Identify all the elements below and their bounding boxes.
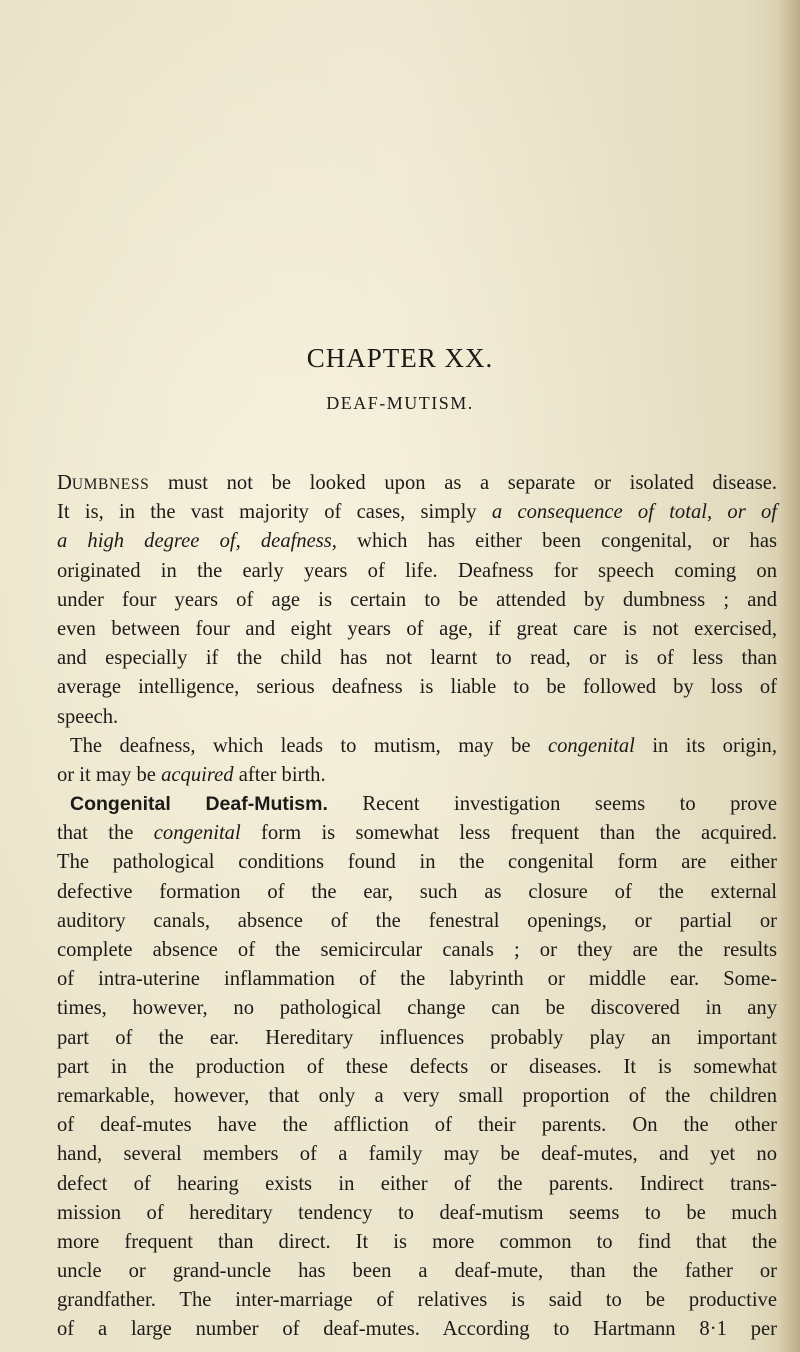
text-line: defective formation of the ear, such as closure of the external — [57, 880, 777, 903]
text-line: auditory canals, absence of the fenestral openings, or partial or — [57, 909, 777, 932]
small-caps-word: UMBNESS — [71, 476, 150, 493]
text-line: uncle or grand-uncle has been a deaf-mute, than the father or — [57, 1260, 777, 1283]
text-line: The deafness, which leads to mutism, may be congenital in its origin, — [70, 734, 777, 757]
text-line: or it may be acquired after birth. — [57, 763, 326, 786]
drop-letter: D — [57, 472, 72, 494]
text-line: more frequent than direct. It is more common to find that the — [57, 1230, 777, 1253]
emphasis: a consequence of total, or of — [491, 501, 777, 524]
text-line: The pathological conditions found in the congenital form are either — [57, 851, 777, 874]
page-edge-shadow — [778, 0, 800, 1352]
text-line: and especially if the child has not learnt to read, or is of less than — [57, 647, 777, 670]
text-line: mission of hereditary tendency to deaf-mutism seems to be much — [57, 1201, 777, 1224]
text-line: DUMBNESS must not be looked upon as a separate or isolated disease. — [57, 472, 777, 494]
text-line: part in the production of these defects or diseases. It is somewhat — [57, 1055, 777, 1078]
text-line: complete absence of the semicircular canals ; or they are the results — [57, 939, 777, 961]
text-line: even between four and eight years of age, if great care is not exercised, — [57, 617, 777, 640]
text-line: speech. — [57, 705, 119, 728]
text-line: remarkable, however, that only a very small proportion of the children — [57, 1084, 777, 1107]
text-line: Congenital Deaf-Mutism. Recent investigation seems to prove — [70, 793, 777, 816]
text-line: average intelligence, serious deafness is liable to be followed by loss of — [57, 676, 777, 699]
text-line: times, however, no pathological change can be discovered in any — [57, 997, 777, 1020]
text-line: under four years of age is certain to be attended by dumbness ; and — [57, 588, 777, 611]
text-line: It is, in the vast majority of cases, simply a consequence of total, or of — [57, 501, 777, 524]
emphasis: congenital — [547, 734, 635, 757]
body-text — [57, 469, 777, 1345]
text-line: hand, several members of a family may be deaf-mutes, and yet no — [57, 1143, 777, 1166]
text-line: originated in the early years of life. Deafness for speech coming on — [57, 559, 777, 582]
chapter-title: DEAF-MUTISM. — [326, 393, 474, 413]
section-heading: Congenital Deaf-Mutism. — [70, 793, 328, 816]
emphasis: congenital — [153, 822, 241, 845]
text-line: defect of hearing exists in either of the parents. Indirect trans- — [57, 1172, 777, 1195]
emphasis: acquired — [161, 763, 234, 786]
chapter-heading: CHAPTER XX. — [306, 343, 494, 373]
emphasis: a high degree of, deafness, — [57, 530, 337, 553]
text-line: of intra-uterine inflammation of the labyrinth or middle ear. Some- — [57, 968, 777, 991]
text-line: a high degree of, deafness, which has either been congenital, or has — [57, 530, 777, 553]
text-line: part of the ear. Hereditary influences probably play an important — [57, 1026, 777, 1049]
text-line: of deaf-mutes have the affliction of their parents. On the other — [57, 1114, 777, 1137]
text-line: grandfather. The inter-marriage of relatives is said to be productive — [57, 1289, 777, 1312]
text-line: that the congenital form is somewhat less frequent than the acquired. — [57, 822, 777, 845]
text-line: of a large number of deaf-mutes. According to Hartmann 8·1 per — [57, 1318, 777, 1341]
